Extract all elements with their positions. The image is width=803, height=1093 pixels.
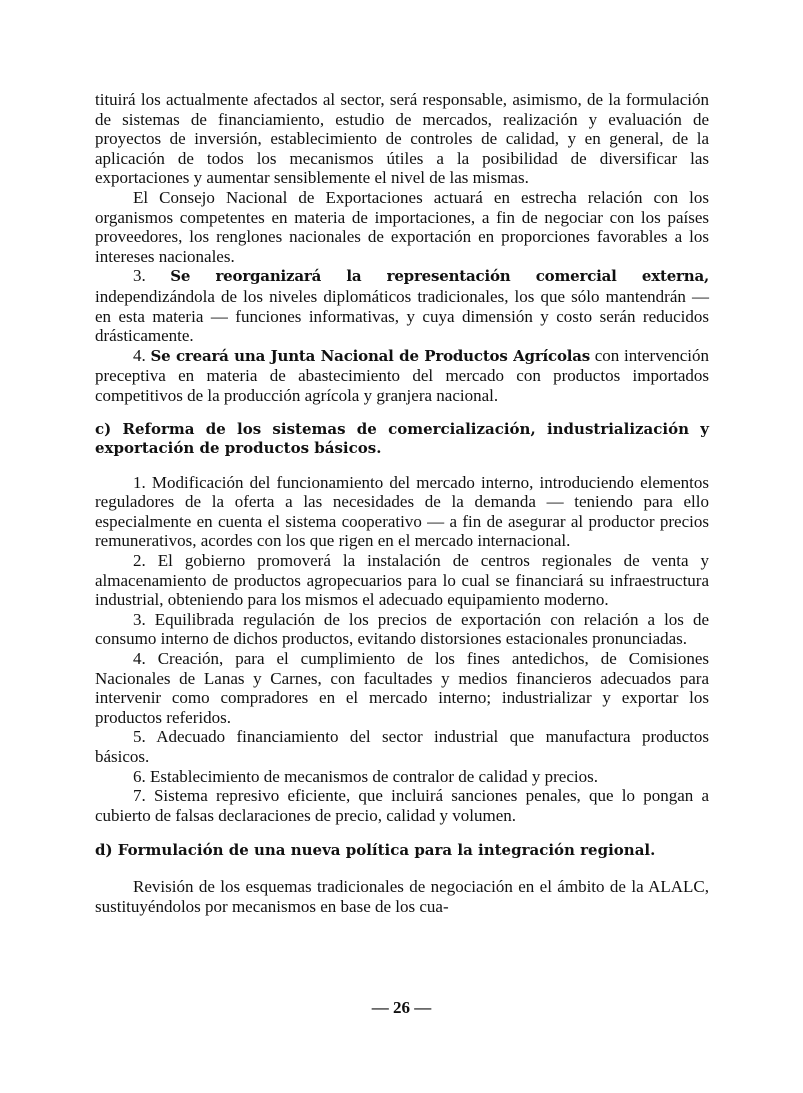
item-bold-lead: Se reorganizará la representación comercial externa, — [170, 267, 710, 286]
item-bold-lead: Se creará una Junta Nacional de Productos Agrícolas — [150, 346, 591, 365]
section-c-item-6: 6. Establecimiento de mecanismos de contralor de calidad y precios. — [133, 766, 598, 786]
paragraph-item-3 — [95, 266, 709, 345]
paragraph-item-4 — [95, 346, 709, 406]
section-c-item-4: 4. Creación, para el cumplimiento de los fines antedichos, de Comisiones Nacionales de Lanas y Carnes, con facultades y medios financieros adecuados para intervenir como compradores en el mercado interno; industrializar y exportar los productos referidos. — [95, 649, 709, 727]
section-c-item-7: 7. Sistema represivo eficiente, que incluirá sanciones penales, que lo pongan a cubierto de falsas declaraciones de precio, calidad y volumen. — [95, 786, 709, 825]
page-number: — 26 — — [371, 998, 432, 1017]
section-c-heading: c) Reforma de los sistemas de comercialización, industrialización y exportación de productos básicos. — [95, 419, 709, 458]
item-number: 3. — [133, 266, 146, 286]
paragraph-continuation: tituirá los actualmente afectados al sector, será responsable, asimismo, de la formulación de sistemas de financiamiento, estudio de mercados, realización y evaluación de proyectos de inversión, establecimiento de controles de calidad, y en general, de la aplicación de todos los mecanismos útiles a la posibilidad de diversificar las exportaciones y aumentar sensiblemente el nivel de las mismas. — [95, 90, 709, 188]
item-text: independizándola de los niveles diplomáticos tradicionales, los que sólo mantendrán — en esta materia — funciones informativas, y cuya dimensión y costo serán reducidos drásticamente. — [95, 286, 709, 346]
section-c-item-5: 5. Adecuado financiamiento del sector industrial que manufactura productos básicos. — [95, 727, 709, 766]
section-d-heading: d) Formulación de una nueva política para la integración regional. — [95, 841, 656, 860]
section-d-paragraph: Revisión de los esquemas tradicionales de negociación en el ámbito de la ALALC, sustituyéndolos por mecanismos en base de los cua- — [95, 876, 709, 916]
item-text: con intervención preceptiva en materia de abastecimiento del mercado con productos importados competitivos de la producción agrícola y granjera nacional. — [95, 345, 710, 405]
section-c-item-1: 1. Modificación del funcionamiento del mercado interno, introduciendo elementos reguladores de la oferta a las necesidades de la demanda — teniendo para ello especialmente en cuenta el sistema cooperativo — a fin de asegurar al productor precios remunerativos, acordes con los que rigen en el mercado internacional. — [95, 472, 709, 551]
section-c-item-3: 3. Equilibrada regulación de los precios de exportación con relación a los de consumo interno de dichos productos, evitando distorsiones estacionales pronunciadas. — [95, 609, 709, 649]
document-body — [95, 90, 709, 916]
paragraph-consejo-nacional: El Consejo Nacional de Exportaciones actuará en estrecha relación con los organismos competentes en materia de importaciones, a fin de negociar con los países proveedores, los renglones nacionales de exportación en proporciones favorables a los intereses nacionales. — [95, 187, 709, 266]
item-number: 4. — [133, 345, 146, 365]
section-c-item-2: 2. El gobierno promoverá la instalación de centros regionales de venta y almacenamiento de productos agropecuarios para lo cual se financiará su infraestructura industrial, obteniendo para los mismos el adecuado equipamiento moderno. — [95, 551, 709, 610]
